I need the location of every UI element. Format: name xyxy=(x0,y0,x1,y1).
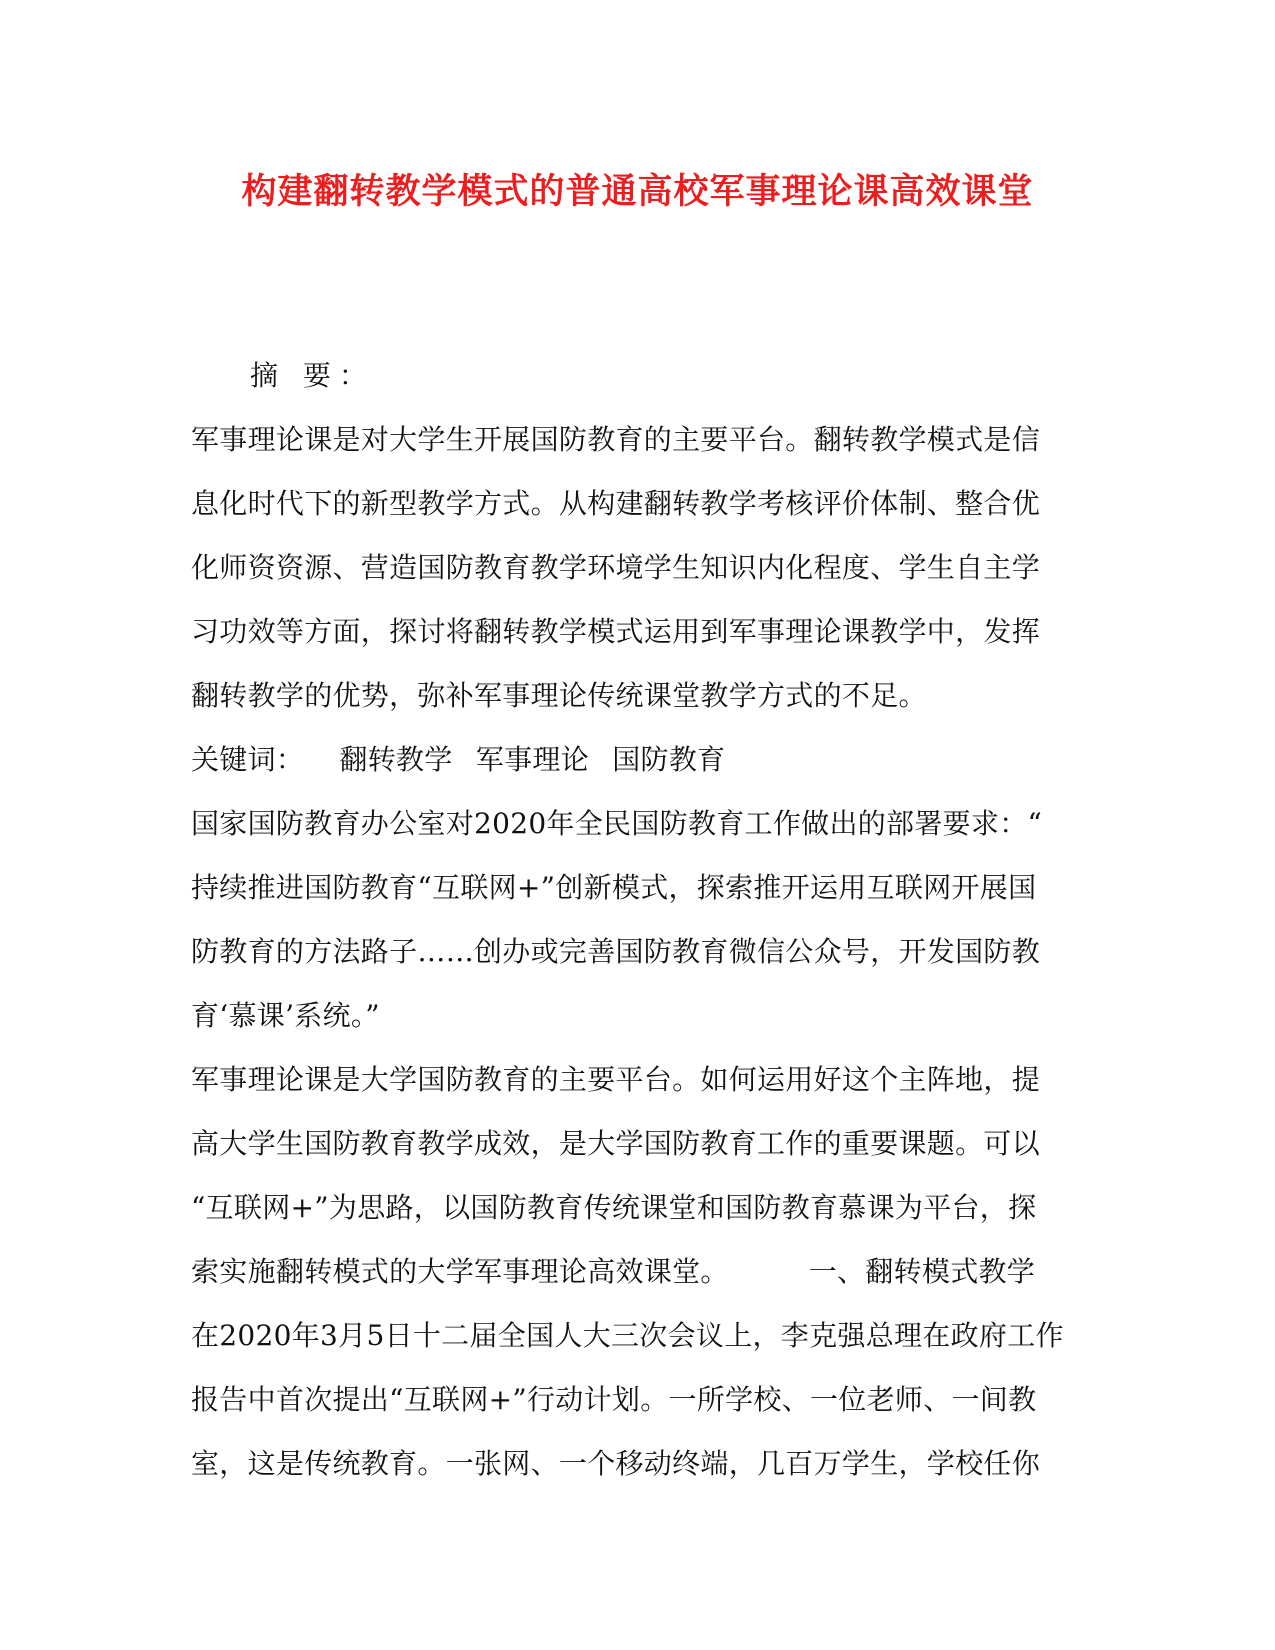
abstract-line: 翻转教学的优势，弥补军事理论传统课堂教学方式的不足。 xyxy=(191,679,927,712)
paragraph xyxy=(191,792,1081,1048)
paragraph-line: 报告中首次提出“互联网+”行动计划。一所学校、一位老师、一间教 xyxy=(191,1383,1037,1416)
document-title: 构建翻转教学模式的普通高校军事理论课高效课堂 xyxy=(241,171,1034,212)
paragraph xyxy=(191,1304,1081,1496)
paragraph-line: 军事理论课是大学国防教育的主要平台。如何运用好这个主阵地，提 xyxy=(191,1063,1041,1096)
paragraph-line: 持续推进国防教育“互联网+”创新模式，探索推开运用互联网开展国 xyxy=(191,871,1037,904)
abstract-line: 军事理论课是对大学生开展国防教育的主要平台。翻转教学模式是信 xyxy=(191,423,1041,456)
paragraph-line-text: 索实施翻转模式的大学军事理论高效课堂。 xyxy=(191,1255,729,1288)
paragraph-line: 国家国防教育办公室对2020年全民国防教育工作做出的部署要求：“ xyxy=(191,807,1043,840)
abstract-line: 息化时代下的新型教学方式。从构建翻转教学考核评价体制、整合优 xyxy=(191,487,1041,520)
keywords-row xyxy=(191,728,1081,792)
paragraph-line: 育‘慕课’系统。” xyxy=(191,999,380,1032)
paragraph-line xyxy=(191,1240,1081,1304)
abstract-label: 摘 要： xyxy=(250,359,375,392)
keyword: 翻转教学 xyxy=(339,743,453,776)
abstract-line: 习功效等方面，探讨将翻转教学模式运用到军事理论课教学中，发挥 xyxy=(191,615,1041,648)
paragraph-line: “互联网+”为思路，以国防教育传统课堂和国防教育慕课为平台，探 xyxy=(191,1191,1037,1224)
abstract-line: 化师资资源、营造国防教育教学环境学生知识内化程度、学生自主学 xyxy=(191,551,1041,584)
paragraph xyxy=(191,1048,1081,1304)
paragraph-line: 室，这是传统教育。一张网、一个移动终端，几百万学生，学校任你 xyxy=(191,1447,1041,1480)
document-body xyxy=(191,344,1081,1496)
keywords-label: 关键词： xyxy=(191,743,305,776)
keyword: 军事理论 xyxy=(475,743,590,776)
paragraph-line: 在2020年3月5日十二届全国人大三次会议上，李克强总理在政府工作 xyxy=(191,1319,1064,1352)
section-heading: 一、翻转模式教学 xyxy=(808,1255,1036,1288)
abstract-paragraph xyxy=(191,408,1081,728)
paragraph-line: 高大学生国防教育教学成效，是大学国防教育工作的重要课题。可以 xyxy=(191,1127,1041,1160)
paragraph-line: 防教育的方法路子……创办或完善国防教育微信公众号，开发国防教 xyxy=(191,935,1041,968)
keyword: 国防教育 xyxy=(612,743,726,776)
